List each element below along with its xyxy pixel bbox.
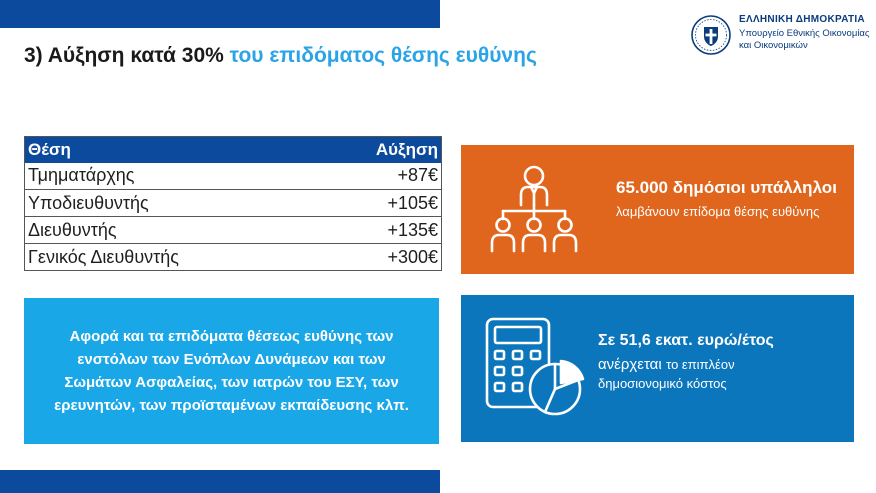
header-position: Θέση [25,137,315,163]
cell-increase: +300€ [315,244,442,271]
table-row [25,217,442,244]
cost-heading: Σε 51,6 εκατ. ευρώ/έτος [598,332,774,349]
employees-info-box [461,145,854,274]
top-accent-bar [0,0,440,28]
employees-description: λαμβάνουν επίδομα θέσης ευθύνης [616,204,820,219]
cell-position: Διευθυντής [25,217,315,244]
cost-description: δημοσιονομικό κόστος [598,376,727,391]
cost-info-box [461,295,854,442]
page-title [24,44,537,68]
ministry-logo [690,12,870,60]
cell-position: Υποδιευθυντής [25,190,315,217]
calculator-pie-chart-icon [483,317,587,421]
header-increase: Αύξηση [315,137,442,163]
cost-extra: το επιπλέον [666,357,735,372]
allowance-table [24,136,442,271]
greek-emblem-icon [690,14,732,56]
cell-increase: +87€ [315,163,442,190]
table-row [25,163,442,190]
note-box [24,298,439,444]
table-header-row [25,137,442,163]
table-row [25,190,442,217]
logo-line-3: και Οικονομικών [739,40,808,51]
title-part-2: του επιδόματος θέσης ευθύνης [229,44,537,67]
org-chart-people-icon [487,163,581,257]
logo-line-1: ΕΛΛΗΝΙΚΗ ΔΗΜΟΚΡΑΤΙΑ [739,14,865,25]
title-part-1: 3) Αύξηση κατά 30% [24,44,224,67]
logo-line-2: Υπουργείο Εθνικής Οικονομίας [739,28,870,39]
cell-position: Τμηματάρχης [25,163,315,190]
cell-increase: +105€ [315,190,442,217]
note-text: Αφορά και τα επιδόματα θέσεως ευθύνης των ενστόλων των Ενόπλων Δυνάμεων και των Σωμάτων Ασφαλείας, των ιατρών του ΕΣΥ, των ερευνητών, των προϊσταμένων εκπαίδευσης κλπ. [54,328,409,414]
cell-increase: +135€ [315,217,442,244]
employees-count-heading: 65.000 δημόσιοι υπάλληλοι [616,178,837,197]
table-row [25,244,442,271]
cell-position: Γενικός Διευθυντής [25,244,315,271]
cost-verb: ανέρχεται [598,356,662,373]
bottom-accent-bar [0,470,440,493]
